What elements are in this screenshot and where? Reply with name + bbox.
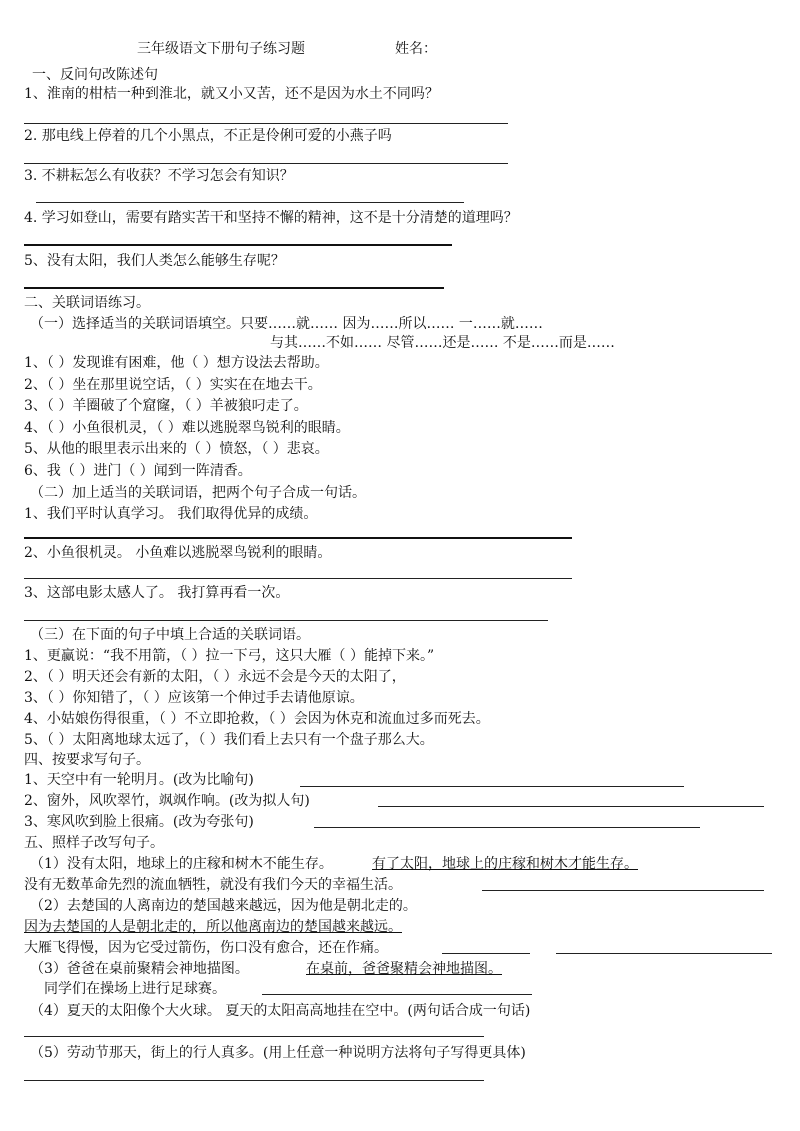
s4-q3-answer-line[interactable]: [314, 827, 700, 828]
section5-heading: 五、照样子改写句子。: [24, 835, 164, 851]
s1-q4-answer-line[interactable]: [24, 244, 452, 246]
s2-p1-q6: 6、我（ ）进门（ ）闻到一阵清香。: [24, 463, 252, 479]
s5-example1-original: （1）没有太阳，地球上的庄稼和树木不能生存。: [30, 856, 333, 872]
s2-p1-q3: 3、（ ）羊圈破了个窟窿，（ ）羊被狼叼走了。: [24, 398, 308, 414]
s5-example3-original: （3）爸爸在桌前聚精会神地描图。: [30, 961, 249, 977]
s5-q5-answer-line[interactable]: [24, 1080, 484, 1081]
s2-part1-instruction: （一）选择适当的关联词语填空。只要……就…… 因为……所以…… 一……就……: [30, 316, 543, 332]
s2-p1-q4: 4、（ ）小鱼很机灵，（ ）难以逃脱翠鸟锐利的眼睛。: [24, 420, 350, 436]
s5-q2-answer-line-1[interactable]: [442, 953, 530, 954]
s2-p1-q5: 5、从他的眼里表示出来的（ ）愤怒，（ ）悲哀。: [24, 441, 329, 457]
s2-p1-q2: 2、（ ）坐在那里说空话，（ ）实实在在地去干。: [24, 377, 322, 393]
s1-q5: 5、没有太阳，我们人类怎么能够生存呢？: [24, 253, 285, 269]
s5-example3-rewrite: 在桌前，爸爸聚精会神地描图。: [306, 961, 502, 977]
section1-heading: 一、反问句改陈述句: [32, 67, 158, 83]
s1-q1-answer-line[interactable]: [24, 123, 508, 124]
s5-example2-rewrite: 因为去楚国的人是朝北走的，所以他离南边的楚国越来越远。: [24, 919, 402, 935]
s2-p2-q1: 1、我们平时认真学习。 我们取得优异的成绩。: [24, 506, 318, 522]
s5-q2-answer-line-2[interactable]: [556, 953, 772, 954]
s5-q3-answer-line[interactable]: [262, 994, 532, 995]
s2-part2-instruction: （二）加上适当的关联词语，把两个句子合成一句话。: [30, 485, 366, 501]
s1-q4: 4. 学习如登山，需要有踏实苦干和坚持不懈的精神，这不是十分清楚的道理吗？: [24, 210, 518, 226]
s1-q5-answer-line[interactable]: [24, 287, 444, 289]
s2-p2-q3-answer-line[interactable]: [24, 620, 548, 621]
s5-q1: 没有无数革命先烈的流血牺牲，就没有我们今天的幸福生活。: [24, 877, 402, 893]
page-title: 三年级语文下册句子练习题: [137, 41, 305, 57]
s2-p2-q2-answer-line[interactable]: [24, 578, 572, 579]
s1-q3: 3. 不耕耘怎么有收获？不学习怎会有知识？: [24, 168, 294, 184]
s2-p3-q5: 5、（ ）太阳离地球太远了，（ ）我们看上去只有一个盘子那么大。: [24, 732, 434, 748]
s5-example1-rewrite: 有了太阳，地球上的庄稼和树木才能生存。: [372, 856, 638, 872]
s2-p1-q1: 1、（ ）发现谁有困难，他（ ）想方设法去帮助。: [24, 355, 329, 371]
s2-p3-q1: 1、更赢说：“我不用箭，（ ）拉一下弓，这只大雁（ ）能掉下来。”: [24, 648, 435, 664]
s5-q2: 大雁飞得慢，因为它受过箭伤，伤口没有愈合，还在作痛。: [24, 940, 388, 956]
s5-q4: （4）夏天的太阳像个大火球。 夏天的太阳高高地挂在空中。(两句话合成一句话): [30, 1003, 531, 1019]
s4-q2-answer-line[interactable]: [378, 806, 764, 807]
s4-q3: 3、寒风吹到脸上很痛。(改为夸张句): [24, 814, 254, 830]
s2-p2-q3: 3、这部电影太感人了。 我打算再看一次。: [24, 585, 290, 601]
s5-example2-original: （2）去楚国的人离南边的楚国越来越远，因为他是朝北走的。: [30, 898, 417, 914]
s2-part3-instruction: （三）在下面的句子中填上合适的关联词语。: [30, 627, 310, 643]
s1-q3-answer-line[interactable]: [36, 202, 464, 203]
s2-p3-q4: 4、小姑娘伤得很重，（ ）不立即抢救，（ ）会因为休克和流血过多而死去。: [24, 711, 490, 727]
s2-p2-q2: 2、小鱼很机灵。 小鱼难以逃脱翠鸟锐利的眼睛。: [24, 545, 332, 561]
s5-q1-answer-line[interactable]: [482, 890, 764, 891]
section2-heading: 二、关联词语练习。: [24, 295, 150, 311]
s5-q4-answer-line[interactable]: [24, 1036, 484, 1037]
s1-q2-answer-line[interactable]: [24, 163, 508, 164]
s2-p2-q1-answer-line[interactable]: [24, 537, 572, 539]
name-label: 姓名：: [395, 41, 437, 57]
s4-q1-answer-line[interactable]: [300, 786, 684, 787]
s4-q2: 2、窗外，风吹翠竹，飒飒作响。(改为拟人句): [24, 793, 310, 809]
s5-q5: （5）劳动节那天，街上的行人真多。(用上任意一种说明方法将句子写得更具体): [30, 1045, 526, 1061]
s2-part1-word-bank: 与其……不如…… 尽管……还是…… 不是……而是……: [270, 335, 615, 351]
section4-heading: 四、按要求写句子。: [24, 752, 150, 768]
s2-p3-q3: 3、（ ）你知错了，（ ）应该第一个伸过手去请他原谅。: [24, 690, 364, 706]
s5-q3: 同学们在操场上进行足球赛。: [44, 981, 226, 997]
s1-q1: 1、淮南的柑桔一种到淮北，就又小又苦，还不是因为水土不同吗？: [24, 86, 439, 102]
s1-q2: 2. 那电线上停着的几个小黑点，不正是伶俐可爱的小燕子吗: [24, 128, 392, 144]
s2-p3-q2: 2、（ ）明天还会有新的太阳，（ ）永远不会是今天的太阳了，: [24, 669, 406, 685]
s4-q1: 1、天空中有一轮明月。(改为比喻句): [24, 772, 254, 788]
